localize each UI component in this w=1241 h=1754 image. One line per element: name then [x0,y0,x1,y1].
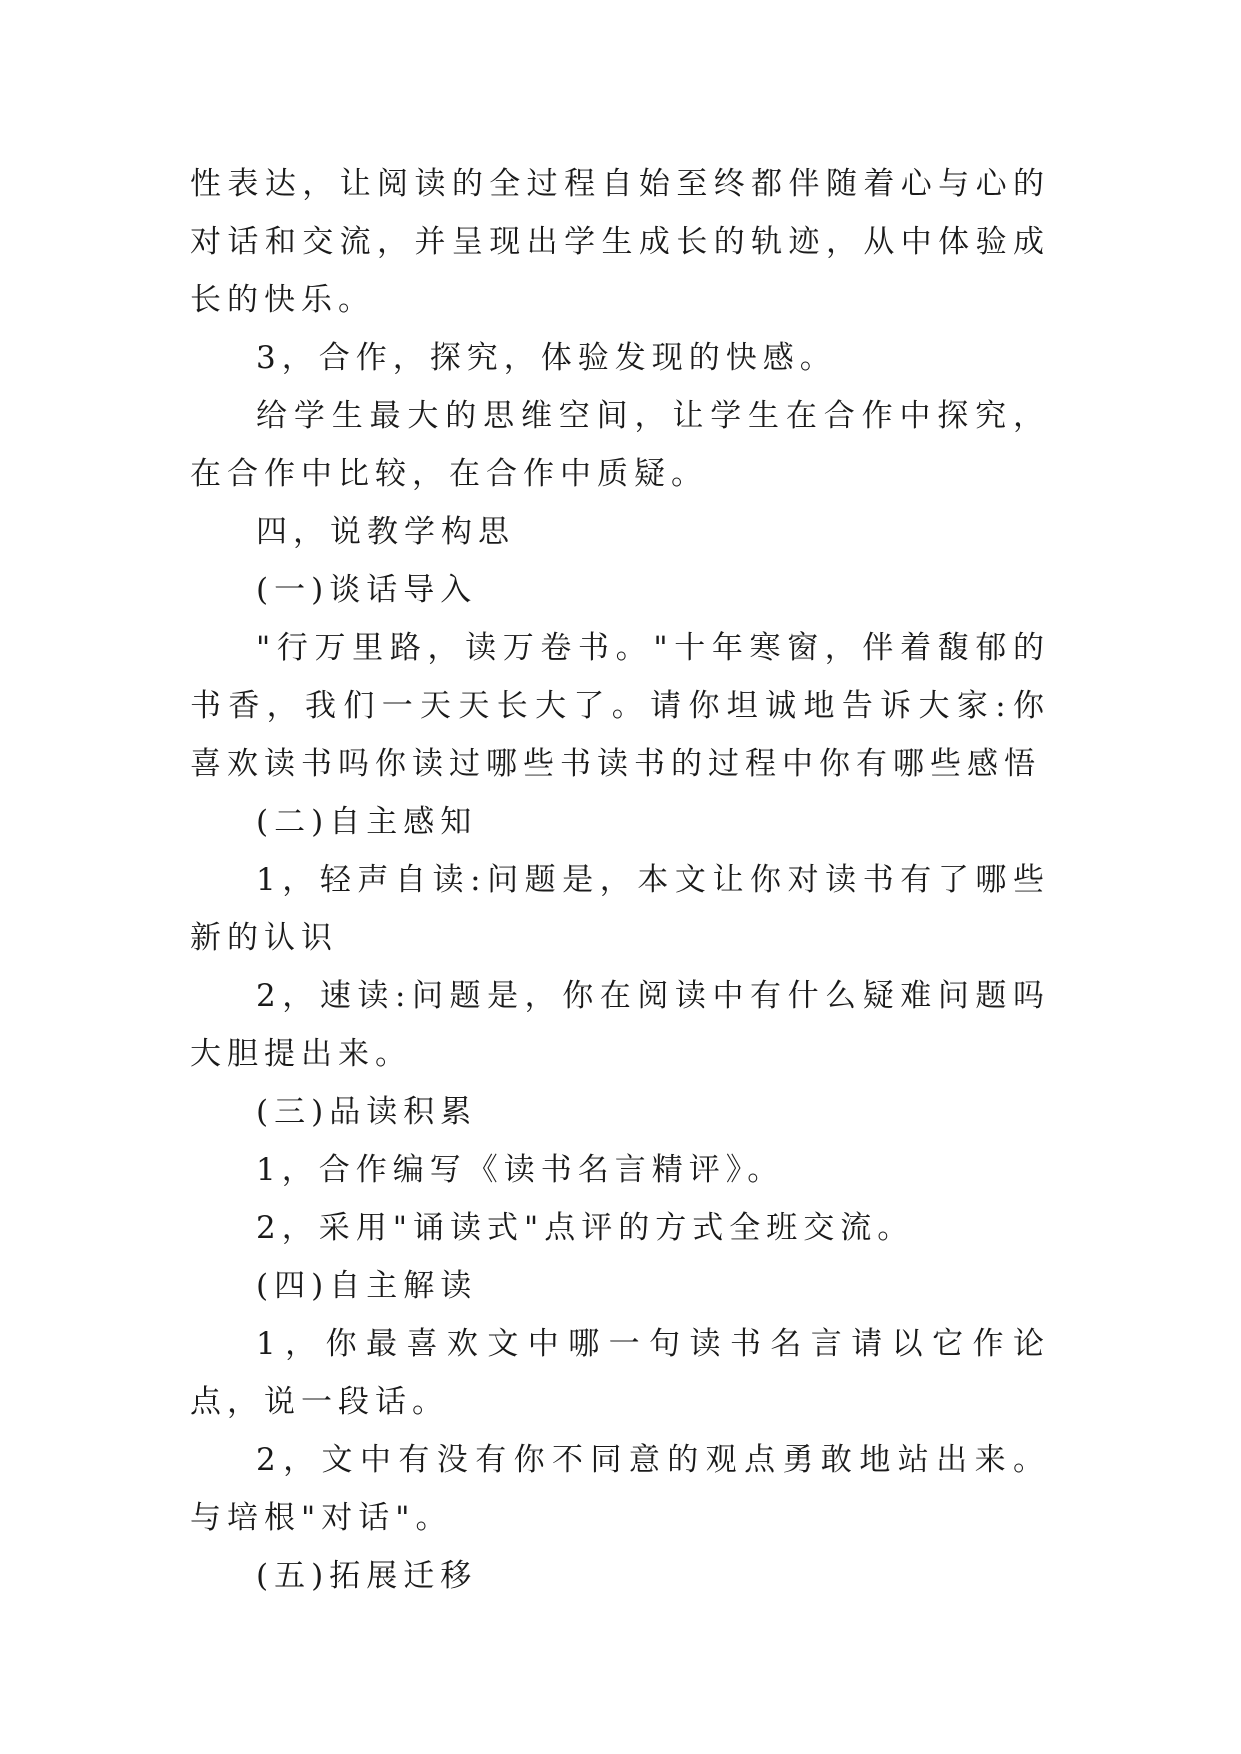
paragraph-recite-review: 2，采用"诵读式"点评的方式全班交流。 [256,1210,915,1246]
document-body [190,155,1050,1605]
paragraph-compile-quotes: 1，合作编写《读书名言精评》。 [256,1152,785,1188]
section-heading-teaching-concept: 四，说教学构思 [256,514,515,550]
subheading-self-perception: (二)自主感知 [256,804,478,840]
paragraph-favorite-quote: 1，你最喜欢文中哪一句读书名言请以它作论点，说一段话。 [190,1326,1050,1420]
paragraph-speed-reading: 2，速读:问题是，你在阅读中有什么疑难问题吗大胆提出来。 [190,978,1050,1072]
paragraph-quiet-reading: 1，轻声自读:问题是，本文让你对读书有了哪些新的认识 [190,862,1050,956]
paragraph-point-3: 3，合作，探究，体验发现的快感。 [256,340,837,376]
paragraph-thinking-space: 给学生最大的思维空间，让学生在合作中探究，在合作中比较，在合作中质疑。 [190,398,1050,492]
paragraph-talk-intro: "行万里路，读万卷书。"十年寒窗，伴着馥郁的书香，我们一天天长大了。请你坦诚地告诉大家:你喜欢读书吗你读过哪些书读书的过程中你有哪些感悟 [190,630,1050,782]
subheading-reading-accumulation: (三)品读积累 [256,1094,478,1130]
paragraph-continuation: 性表达，让阅读的全过程自始至终都伴随着心与心的对话和交流，并呈现出学生成长的轨迹，从中体验成长的快乐。 [190,166,1050,318]
subheading-self-interpretation: (四)自主解读 [256,1268,478,1304]
paragraph-disagree-viewpoint: 2，文中有没有你不同意的观点勇敢地站出来。与培根"对话"。 [190,1442,1050,1536]
subheading-extension: (五)拓展迁移 [256,1558,478,1594]
subheading-talk-intro: (一)谈话导入 [256,572,478,608]
